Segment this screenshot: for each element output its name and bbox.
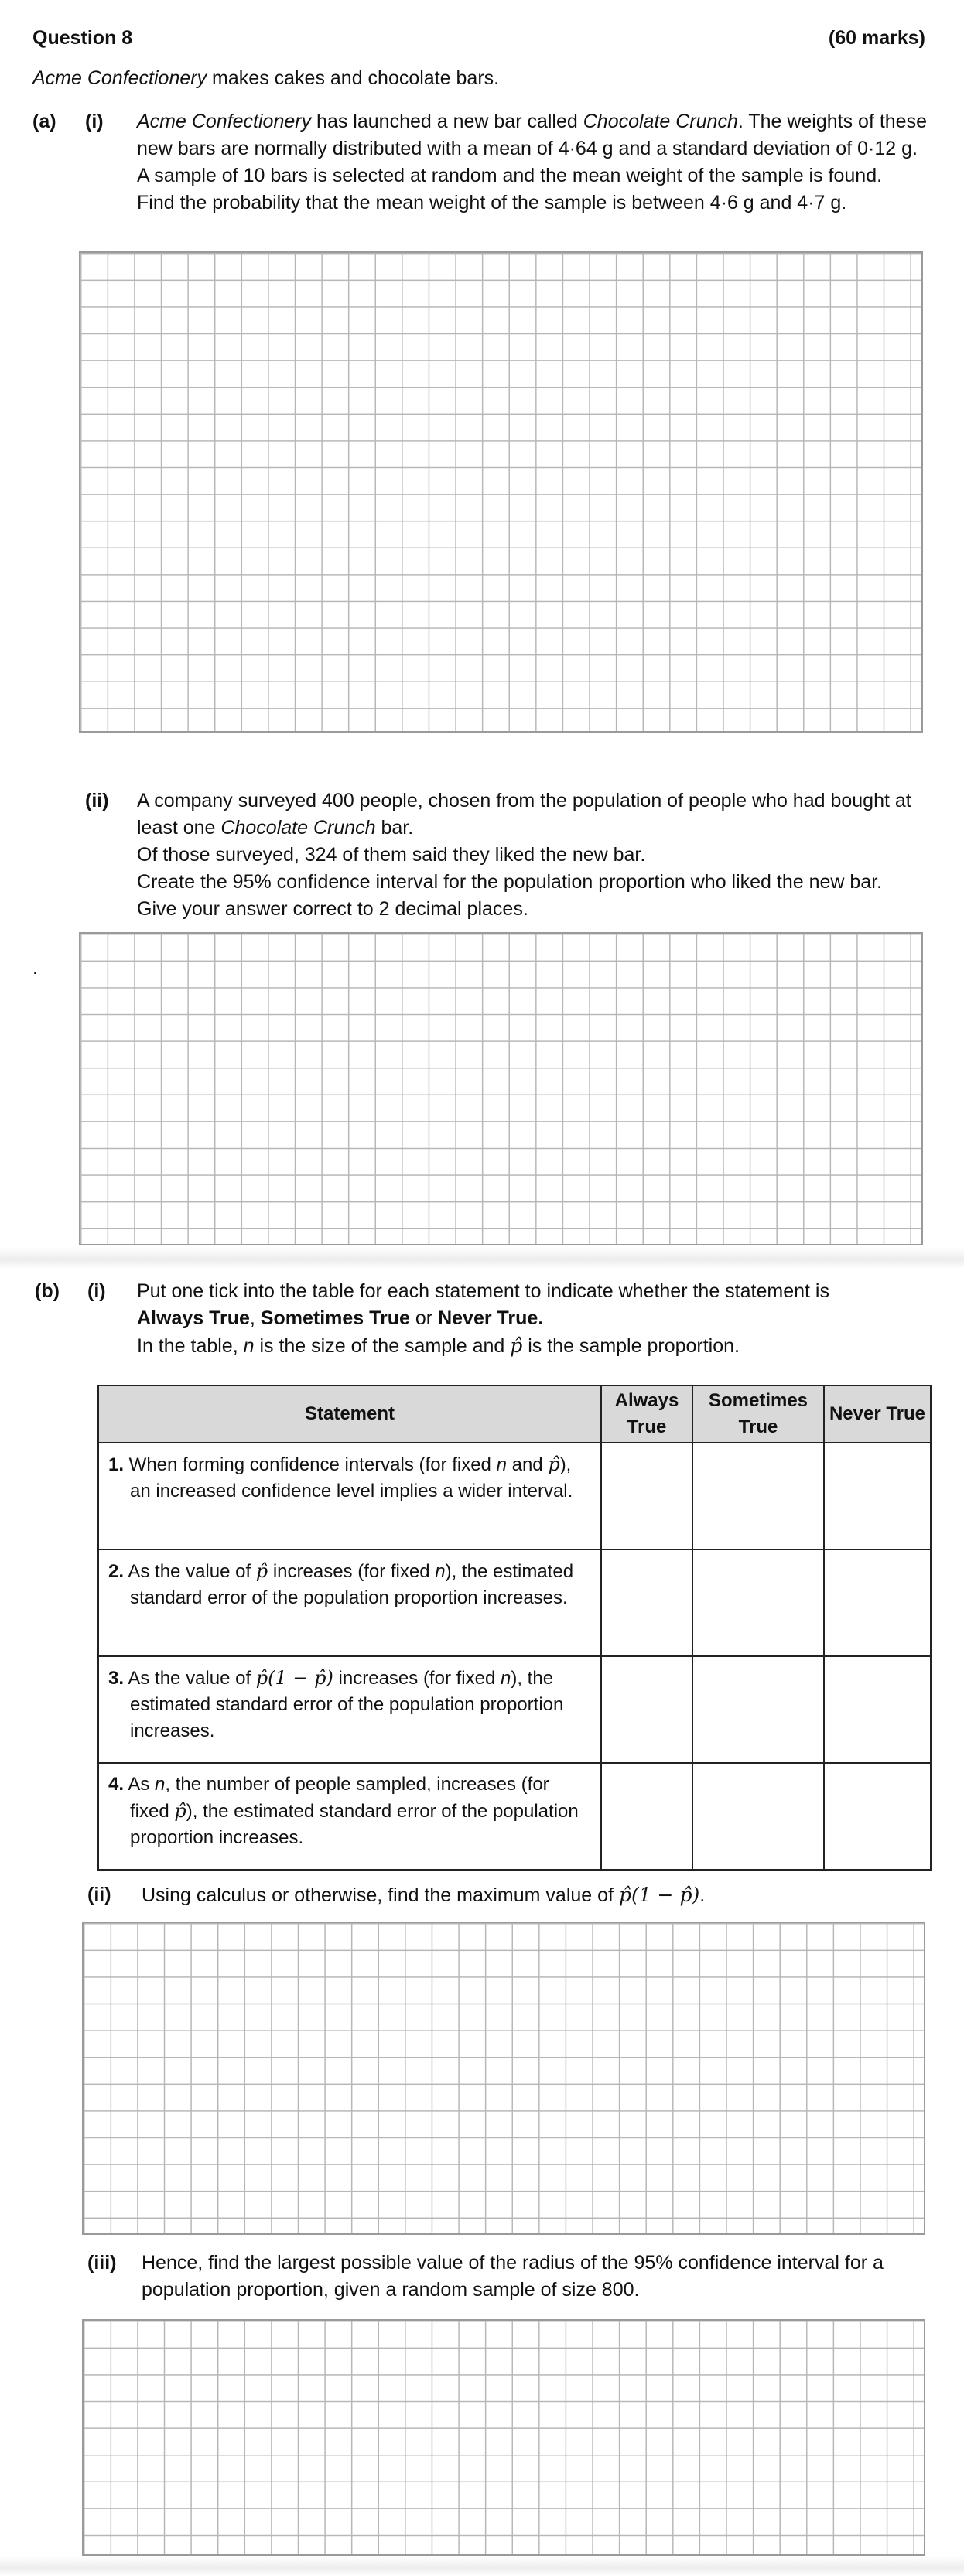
option-always: Always True <box>137 1307 250 1329</box>
text-span: , the number of people sampled, increases (for fixed <box>130 1774 549 1822</box>
text-span: As the value of <box>124 1668 256 1689</box>
part-a-i-text <box>137 108 930 217</box>
expr-phat-1-minus-phat: p̂(1 − p̂) <box>255 1667 333 1689</box>
bar-name: Chocolate Crunch <box>220 817 376 839</box>
text-span: As the value of <box>124 1561 256 1582</box>
expr-phat-1-minus-phat: p̂(1 − p̂) <box>618 1884 700 1906</box>
answer-grid-b-ii[interactable] <box>82 1922 925 2235</box>
tick-cell-never[interactable] <box>824 1763 931 1870</box>
text-span: A company surveyed 400 people, chosen from the population of people who had bought at least one <box>137 790 911 839</box>
part-b-iii-label: (iii) <box>87 2252 117 2274</box>
page-bottom-edge <box>0 2556 964 2576</box>
answer-grid-b-iii[interactable] <box>82 2319 925 2556</box>
text-span: ), the estimated standard error of the population proportion increases. <box>130 1561 574 1608</box>
var-n: n <box>496 1454 507 1475</box>
header-statement: Statement <box>98 1385 601 1443</box>
tick-cell-sometimes[interactable] <box>692 1443 824 1549</box>
statement-cell <box>98 1656 601 1763</box>
text-span: increases (for fixed <box>268 1561 436 1582</box>
text-span: bar. <box>375 817 414 839</box>
tick-cell-always[interactable] <box>601 1443 692 1549</box>
text-span: In the table, <box>137 1335 244 1357</box>
text-span: ), the estimated standard error of the population proportion increases. <box>130 1668 564 1741</box>
statement-number: 1. <box>108 1454 125 1475</box>
header-sometimes-true: Sometimes True <box>692 1385 824 1443</box>
page-break <box>0 1247 964 1269</box>
question-title: Question 8 <box>32 27 133 49</box>
bar-name: Chocolate Crunch <box>583 111 738 132</box>
table-row <box>98 1443 931 1549</box>
text-line: Put one tick into the table for each statement to indicate whether the statement is <box>137 1280 829 1302</box>
text-line: Give your answer correct to 2 decimal places. <box>137 898 528 920</box>
statement-cell <box>98 1763 601 1870</box>
answer-grid-a-ii[interactable] <box>79 932 923 1245</box>
question-marks: (60 marks) <box>828 27 925 49</box>
text-span: ), an increased confidence level implies a wider interval. <box>130 1454 573 1502</box>
part-a-i-label: (i) <box>85 111 104 132</box>
var-phat: p̂ <box>548 1454 560 1475</box>
text-span: and <box>506 1454 549 1475</box>
stray-mark: . <box>32 957 38 979</box>
company-name: Acme Confectionery <box>32 67 207 89</box>
header-never-true: Never True <box>824 1385 931 1443</box>
statement-number: 3. <box>108 1668 125 1689</box>
table-row <box>98 1763 931 1870</box>
text-line: Create the 95% confidence interval for the population proportion who liked the new bar. <box>137 871 883 893</box>
text-span: has launched a new bar called <box>311 111 583 132</box>
var-n: n <box>500 1668 511 1689</box>
text-span: . <box>699 1884 706 1906</box>
var-phat: p̂ <box>255 1560 268 1582</box>
part-a-ii-text <box>137 787 930 923</box>
part-a-label: (a) <box>32 111 56 132</box>
part-b-iii-text: Hence, find the largest possible value of the radius of the 95% confidence interval for a population proportion, given a random sample of size 800. <box>142 2252 884 2301</box>
part-b-i-text <box>137 1278 930 1360</box>
part-a-ii-label: (ii) <box>85 790 109 811</box>
tick-cell-sometimes[interactable] <box>692 1549 824 1656</box>
intro-rest: makes cakes and chocolate bars. <box>207 67 500 89</box>
statement-cell <box>98 1549 601 1656</box>
statement-cell <box>98 1443 601 1549</box>
tick-cell-never[interactable] <box>824 1443 931 1549</box>
tick-cell-always[interactable] <box>601 1549 692 1656</box>
part-a-i-task: Find the probability that the mean weight of the sample is between 4·6 g and 4·7 g. <box>137 192 847 214</box>
company-name: Acme Confectionery <box>137 111 312 132</box>
tick-cell-never[interactable] <box>824 1656 931 1763</box>
tick-cell-always[interactable] <box>601 1763 692 1870</box>
answer-grid-a-i[interactable] <box>79 251 923 733</box>
part-b-label: (b) <box>35 1280 60 1302</box>
part-b-ii-label: (ii) <box>87 1884 111 1905</box>
var-n: n <box>155 1774 166 1795</box>
option-sometimes: Sometimes True <box>260 1307 410 1329</box>
table-row <box>98 1656 931 1763</box>
table-row <box>98 1549 931 1656</box>
text-span: , <box>249 1307 261 1329</box>
part-b-i-label: (i) <box>87 1280 106 1302</box>
part-b-ii-text <box>142 1881 931 1909</box>
statement-number: 2. <box>108 1561 125 1582</box>
text-span: is the size of the sample and <box>254 1335 511 1357</box>
text-span: increases (for fixed <box>333 1668 501 1689</box>
statement-number: 4. <box>108 1774 125 1795</box>
header-always-true: Always True <box>601 1385 692 1443</box>
tick-cell-never[interactable] <box>824 1549 931 1656</box>
tick-cell-sometimes[interactable] <box>692 1763 824 1870</box>
text-span: is the sample proportion. <box>522 1335 740 1357</box>
text-span: When forming confidence intervals (for fixed <box>124 1454 497 1475</box>
text-span: Using calculus or otherwise, find the maximum value of <box>142 1884 619 1906</box>
var-n: n <box>435 1561 446 1582</box>
option-never: Never True. <box>438 1307 544 1329</box>
var-phat: p̂ <box>174 1800 186 1822</box>
text-span: or <box>409 1307 439 1329</box>
tick-cell-sometimes[interactable] <box>692 1656 824 1763</box>
text-line: Of those surveyed, 324 of them said they liked the new bar. <box>137 844 646 866</box>
var-phat: p̂ <box>510 1334 523 1357</box>
text-span: As <box>124 1774 156 1795</box>
tick-cell-always[interactable] <box>601 1656 692 1763</box>
text-span: ), the estimated standard error of the population proportion increases. <box>130 1801 579 1848</box>
statement-table <box>97 1385 932 1871</box>
intro-text <box>32 65 499 92</box>
text-span: . The weights of these new bars are normally distributed with a mean of 4·64 g and a standard deviation of 0·12 g. A sample of 10 bars is selected at random and the mean weight of the sample is found. <box>137 111 927 186</box>
var-n: n <box>243 1335 255 1357</box>
